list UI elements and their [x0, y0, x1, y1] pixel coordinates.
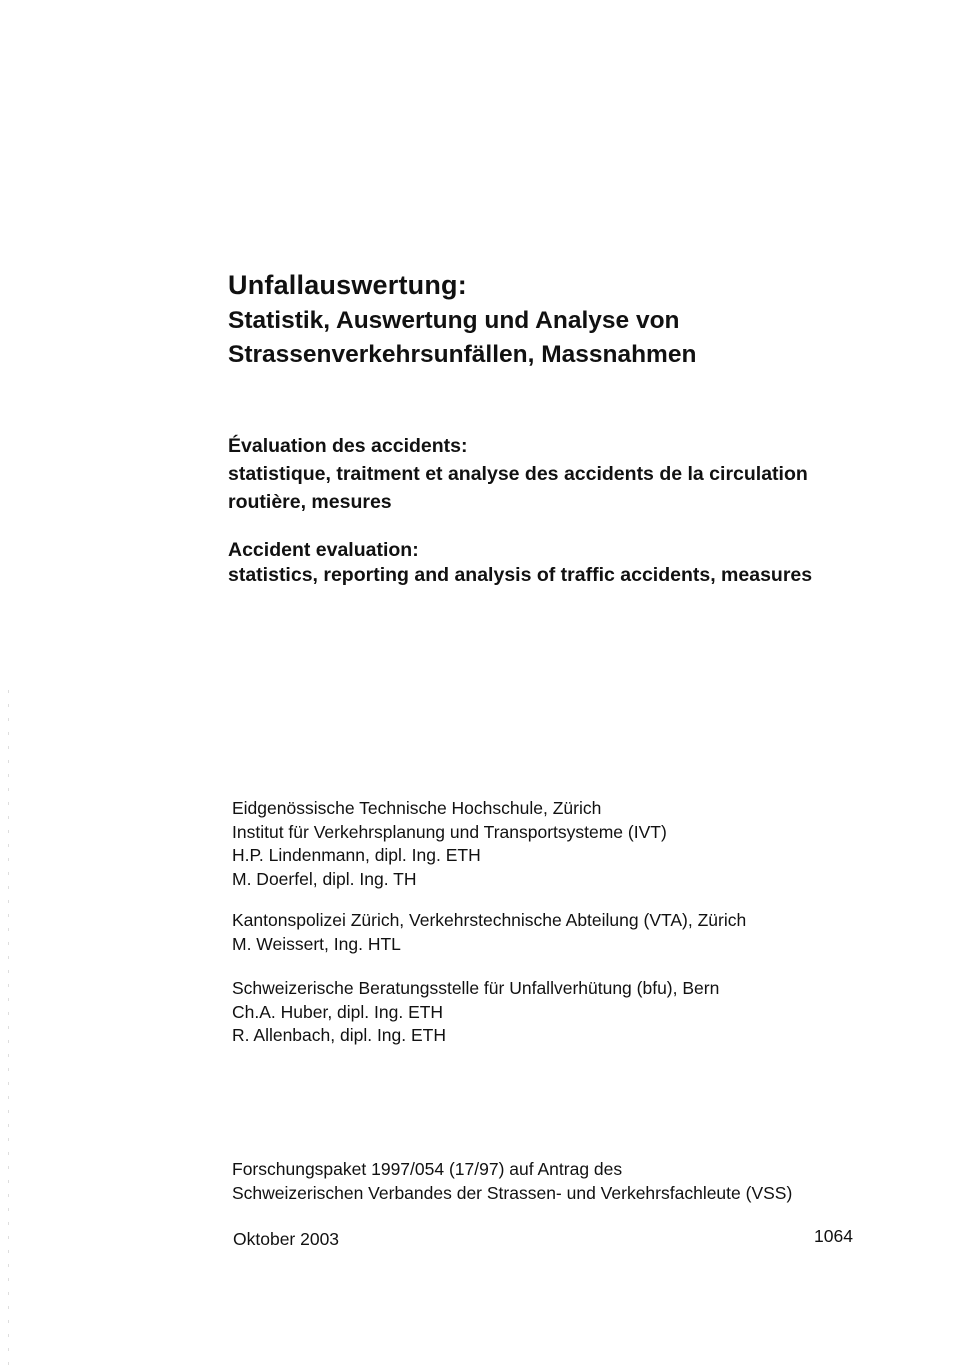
- institution-line: Eidgenössische Technische Hochschule, Zürich: [232, 798, 602, 818]
- institution-eth: [232, 797, 912, 891]
- author-line: Ch.A. Huber, dipl. Ing. ETH: [232, 1001, 444, 1022]
- title-french-line: Évaluation des accidents:: [228, 435, 468, 457]
- title-german-subtitle: [228, 304, 928, 372]
- institution-line: Institut für Verkehrsplanung und Transportsysteme (IVT): [232, 821, 667, 842]
- institution-bfu: [232, 977, 912, 1048]
- publication-date: Oktober 2003: [233, 1229, 340, 1249]
- author-line: R. Allenbach, dipl. Ing. ETH: [232, 1025, 446, 1045]
- institution-line: Kantonspolizei Zürich, Verkehrstechnische Abteilung (VTA), Zürich: [232, 910, 747, 930]
- institution-line: Schweizerische Beratungsstelle für Unfallverhütung (bfu), Bern: [232, 978, 720, 998]
- title-english: [228, 538, 948, 588]
- scan-artifact: [8, 690, 9, 1370]
- research-package-note: [232, 1158, 912, 1205]
- author-line: M. Weissert, Ing. HTL: [232, 933, 401, 954]
- title-french: [228, 432, 928, 516]
- title-german-line: Strassenverkehrsunfällen, Massnahmen: [228, 341, 697, 368]
- title-german-heading: Unfallauswertung:: [228, 270, 467, 300]
- footer-line: Forschungspaket 1997/054 (17/97) auf Antrag des: [232, 1159, 623, 1179]
- institution-kantonspolizei: [232, 909, 912, 956]
- author-line: H.P. Lindenmann, dipl. Ing. ETH: [232, 845, 481, 865]
- title-english-line: statistics, reporting and analysis of traffic accidents, measures: [228, 564, 813, 586]
- footer-line: Schweizerischen Verbandes der Strassen- und Verkehrsfachleute (VSS): [232, 1182, 793, 1203]
- title-french-line: statistique, traitment et analyse des accidents de la circulation: [228, 463, 808, 485]
- title-german-line: Statistik, Auswertung und Analyse von: [228, 307, 680, 334]
- title-english-line: Accident evaluation:: [228, 539, 419, 561]
- title-french-line: routière, mesures: [228, 491, 392, 513]
- author-line: M. Doerfel, dipl. Ing. TH: [232, 868, 417, 889]
- report-number: 1064: [814, 1226, 853, 1246]
